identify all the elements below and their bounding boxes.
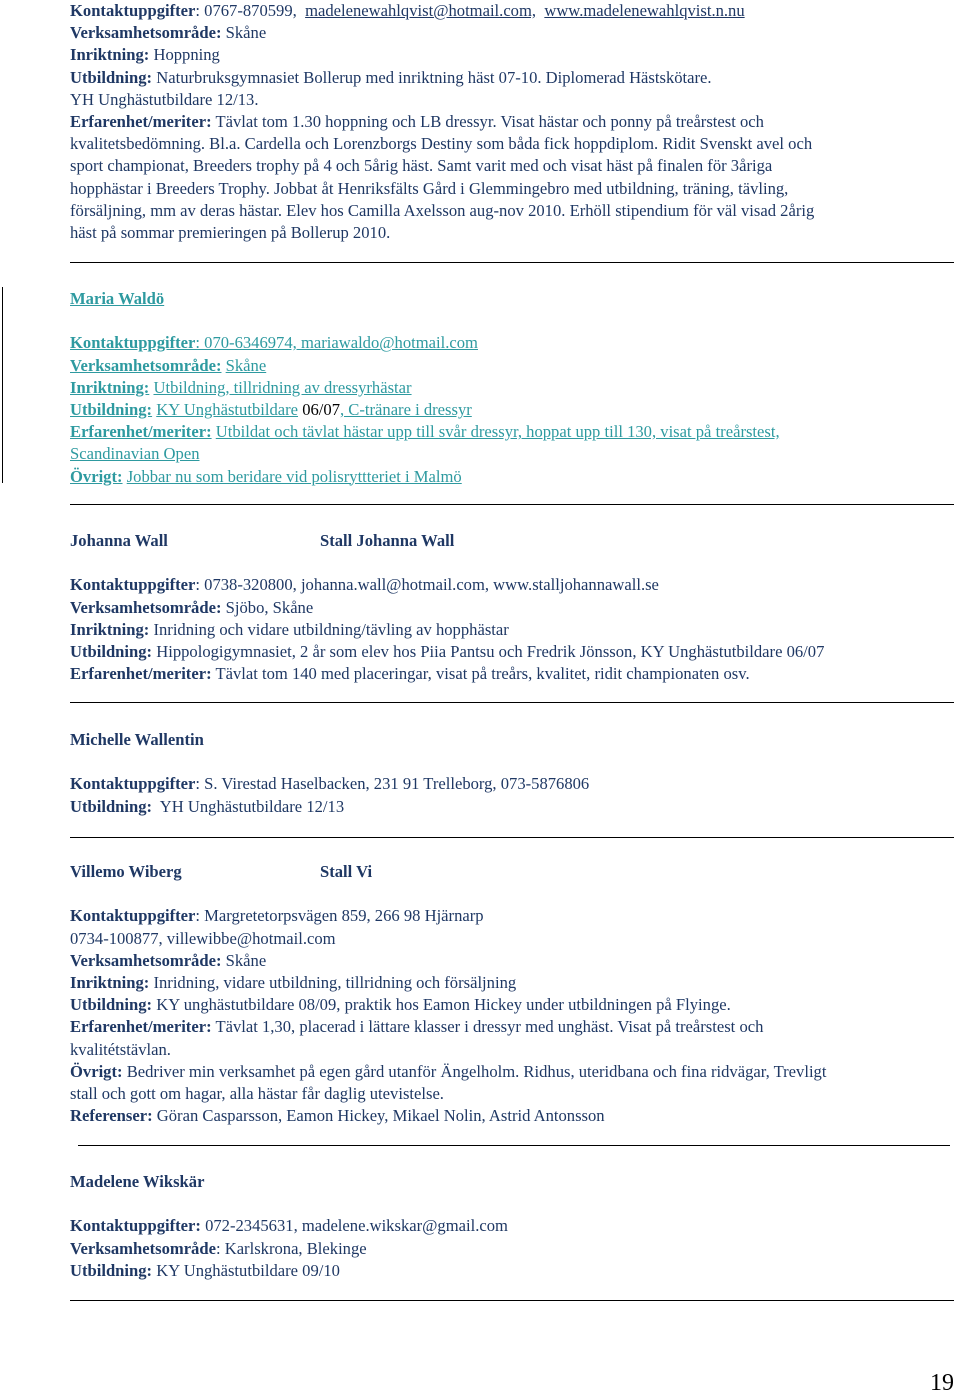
direction-value: Hoppning [153, 45, 220, 65]
separator-line [70, 504, 954, 505]
education-row [70, 994, 954, 1016]
contact-row [70, 905, 954, 927]
area-value: : Karlskrona, Blekinge [215, 1238, 367, 1258]
separator-line [70, 262, 954, 263]
contact-line-2: 0734-100877, villewibbe@hotmail.com [70, 928, 336, 948]
person-name: Villemo Wiberg [70, 862, 182, 881]
direction-row [70, 377, 954, 399]
experience-line-4: hopphästar i Breeders Trophy. Jobbat åt Henriksfälts Gård i Glemmingebro med utbildning, träning, tävling, [70, 178, 789, 198]
contact-label: Kontaktuppgifter: [70, 1216, 201, 1236]
area-row [70, 22, 954, 44]
area-value: Skåne [225, 23, 267, 43]
experience-line-2: kvalitetsbedömning. Bl.a. Cardella och Lorenzborgs Destiny som båda fick hoppdiplom. Ridit Svenskt avel och [70, 134, 813, 154]
area-value: Skåne [225, 355, 267, 375]
contact-label: Kontaktuppgifter [70, 774, 196, 794]
education-year: 06/07 [302, 400, 340, 419]
other-value: Bedriver min verksamhet på egen gård utanför Ängelholm. Ridhus, uteridbana och fina ridvägar, Trevligt [126, 1061, 827, 1081]
stall-name: Stall Vi [320, 862, 373, 881]
experience-label: Erfarenhet/meriter: [70, 422, 212, 442]
direction-row [70, 619, 954, 641]
person-name: Johanna Wall [70, 531, 168, 550]
area-label: Verksamhetsområde [70, 1238, 216, 1258]
area-value: Sjöbo, Skåne [225, 597, 314, 617]
entry-villemo-wiberg [70, 861, 954, 1127]
area-row [70, 950, 954, 972]
experience-row [70, 421, 954, 443]
area-label: Verksamhetsområde: [70, 950, 222, 970]
experience-value: Utbildat och tävlat hästar upp till svår dressyr, hoppat upp till 130, visat på treårstest, [215, 422, 780, 442]
contact-row [70, 574, 954, 596]
experience-value: Tävlat 1,30, placerad i lättare klasser i dressyr med unghäst. Visat på treårstest och [215, 1017, 764, 1037]
contact-row [70, 1215, 954, 1237]
experience-line-6: häst på sommar premieringen på Bollerup 2010. [70, 223, 391, 243]
person-name: Maria Waldö [70, 289, 165, 308]
stall-name: Stall Johanna Wall [320, 531, 455, 550]
other-label: Övrigt: [70, 466, 123, 486]
entry-michelle-wallentin [70, 729, 954, 818]
other-line-2: stall och gott om hagar, alla hästar får daglig utevistelse. [70, 1084, 444, 1104]
website-link[interactable]: www.madelenewahlqvist.n.nu [544, 1, 745, 20]
contact-value: : 070-6346974, mariawaldo@hotmail.com [195, 333, 478, 353]
direction-row [70, 44, 954, 66]
other-row [70, 1061, 954, 1083]
education-value: YH Unghästutbildare 12/13 [159, 796, 345, 816]
experience-row [70, 663, 954, 685]
education-label: Utbildning: [70, 796, 153, 816]
separator-line [70, 837, 954, 838]
education-value: KY Unghästutbildare [156, 400, 299, 419]
other-row [70, 466, 954, 488]
contact-value: : Margretetorpsvägen 859, 266 98 Hjärnarp [195, 906, 484, 926]
direction-row [70, 972, 954, 994]
education-line-2: YH Unghästutbildare 12/13. [70, 89, 259, 109]
experience-line-3: sport championat, Breeders trophy på 4 och 5årig häst. Samt varit med och visat häst på finalen för 3åriga [70, 156, 773, 176]
education-label: Utbildning: [70, 400, 153, 419]
education-row [70, 1260, 954, 1282]
contact-row [70, 332, 954, 354]
experience-label: Erfarenhet/meriter: [70, 1017, 212, 1037]
references-value: Göran Casparsson, Eamon Hickey, Mikael Nolin, Astrid Antonsson [156, 1106, 605, 1126]
contact-label: Kontaktuppgifter [70, 333, 196, 353]
experience-value: Tävlat tom 140 med placeringar, visat på treårs, kvalitet, ridit championaten osv. [215, 664, 750, 684]
entry-madelene-wikskar [70, 1171, 954, 1282]
area-row [70, 1238, 954, 1260]
area-label: Verksamhetsområde: [70, 23, 222, 43]
separator-line [78, 1145, 950, 1146]
area-row [70, 355, 954, 377]
area-value: Skåne [225, 950, 267, 970]
email-link[interactable]: madelenewahlqvist@hotmail.com, [305, 1, 537, 20]
area-label: Verksamhetsområde: [70, 597, 222, 617]
other-label: Övrigt: [70, 1061, 123, 1081]
education-value: KY Unghästutbildare 09/10 [156, 1260, 340, 1280]
education-row [70, 67, 954, 89]
area-label: Verksamhetsområde: [70, 355, 222, 375]
education-value: Naturbruksgymnasiet Bollerup med inriktning häst 07-10. Diplomerad Hästskötare. [156, 67, 712, 87]
references-row [70, 1105, 954, 1127]
change-bar [2, 287, 3, 483]
direction-value: Utbildning, tillridning av dressyrhästar [153, 377, 412, 397]
contact-value: 072-2345631, madelene.wikskar@gmail.com [205, 1216, 508, 1236]
education-row [70, 796, 954, 818]
separator-line [70, 702, 954, 703]
contact-value: : S. Virestad Haselbacken, 231 91 Trelleborg, 073-5876806 [195, 774, 590, 794]
phone-text: : 0767-870599, [195, 1, 297, 20]
experience-row [70, 1016, 954, 1038]
education-label: Utbildning: [70, 995, 153, 1015]
person-name: Michelle Wallentin [70, 730, 204, 749]
experience-line-2: kvalitétstävlan. [70, 1039, 171, 1059]
contact-label: Kontaktuppgifter [70, 575, 196, 595]
experience-value: Tävlat tom 1.30 hoppning och LB dressyr. Visat hästar och ponny på treårstest och [215, 112, 764, 132]
education-row [70, 641, 954, 663]
experience-row [70, 111, 954, 133]
entry-madelene-wahlqvist [70, 0, 954, 244]
area-row [70, 597, 954, 619]
education-label: Utbildning: [70, 1260, 153, 1280]
contact-row [70, 0, 954, 22]
education-label: Utbildning: [70, 67, 153, 87]
experience-line-2: Scandinavian Open [70, 444, 200, 464]
education-row [70, 399, 954, 421]
experience-label: Erfarenhet/meriter: [70, 664, 212, 684]
education-value: KY unghästutbildare 08/09, praktik hos Eamon Hickey under utbildningen på Flyinge. [156, 995, 731, 1015]
entry-maria-waldo [70, 288, 954, 488]
separator-line [70, 1300, 954, 1301]
experience-label: Erfarenhet/meriter: [70, 112, 212, 132]
direction-value: Inridning och vidare utbildning/tävling av hopphästar [153, 619, 509, 639]
education-value: Hippologigymnasiet, 2 år som elev hos Piia Pantsu och Fredrik Jönsson, KY Unghästutbildare 06/07 [156, 642, 825, 661]
contact-label: Kontaktuppgifter [70, 1, 196, 20]
direction-label: Inriktning: [70, 45, 150, 65]
page-number: 19 [930, 1370, 954, 1396]
person-name: Madelene Wikskär [70, 1172, 205, 1191]
direction-label: Inriktning: [70, 619, 150, 639]
contact-row [70, 773, 954, 795]
other-value: Jobbar nu som beridare vid polisryttteriet i Malmö [126, 466, 462, 486]
entry-johanna-wall [70, 530, 954, 685]
contact-value: : 0738-320800, johanna.wall@hotmail.com, www.stalljohannawall.se [195, 575, 659, 595]
education-label: Utbildning: [70, 642, 153, 661]
contact-label: Kontaktuppgifter [70, 906, 196, 926]
experience-line-5: försäljning, mm av deras hästar. Elev hos Camilla Axelsson aug-nov 2010. Erhöll stipendium för väl visad 2årig [70, 200, 815, 220]
direction-label: Inriktning: [70, 377, 150, 397]
direction-label: Inriktning: [70, 973, 150, 992]
direction-value: Inridning, vidare utbildning, tillridning och försäljning [153, 973, 517, 992]
education-extra: , C-tränare i dressyr [340, 400, 472, 419]
references-label: Referenser: [70, 1106, 153, 1126]
